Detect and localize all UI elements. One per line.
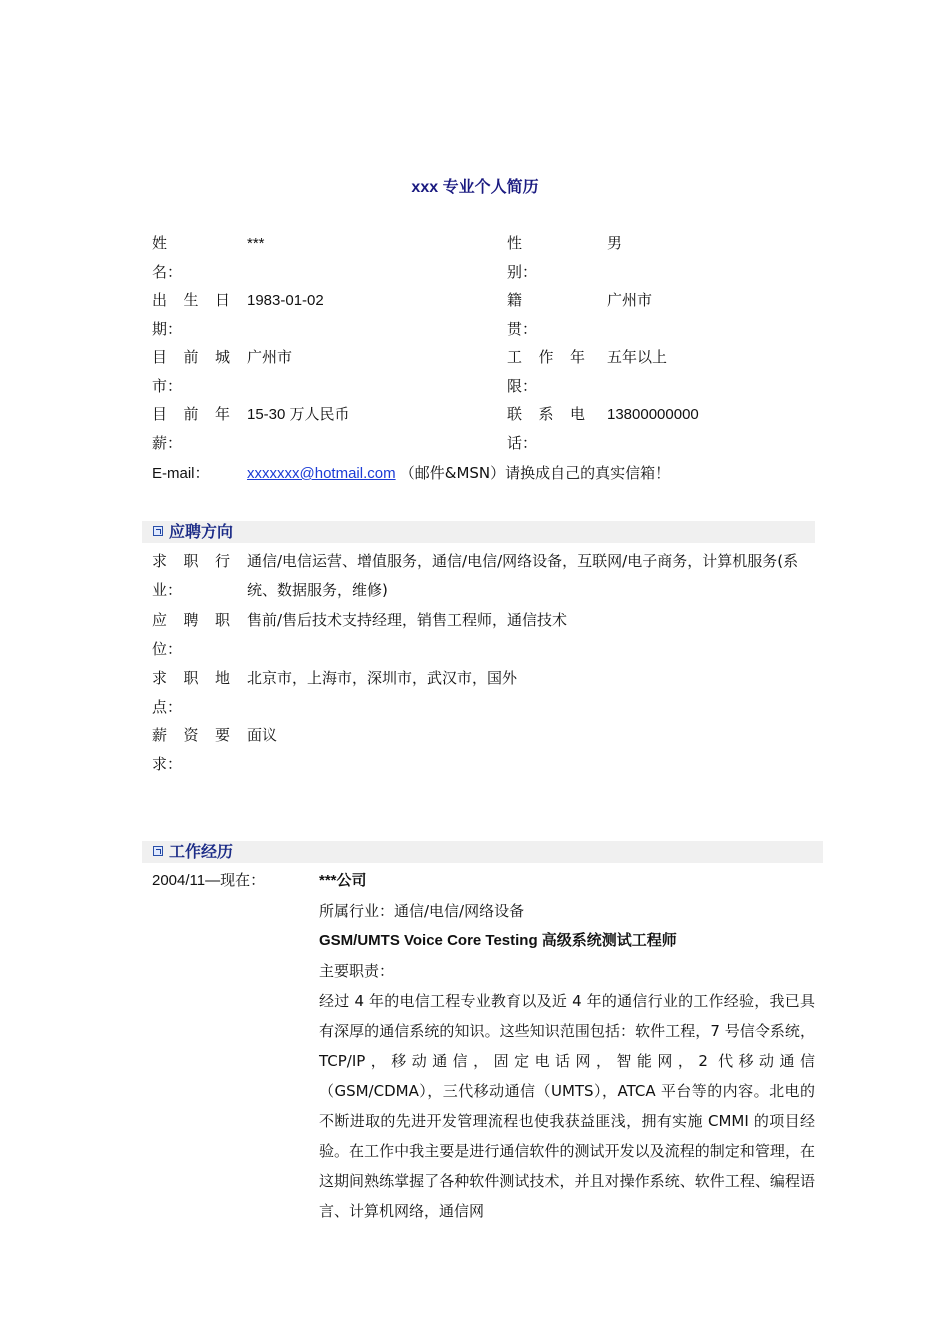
industry-label: 求 职 行 业：	[152, 552, 230, 599]
salary-req-value: 面议	[247, 726, 278, 744]
birth-value: 1983-01-02	[247, 292, 324, 309]
section-experience-title: 工作经历	[169, 842, 234, 861]
position-value: 售前/售后技术支持经理，销售工程师，通信技术	[247, 611, 568, 629]
phone-value: 13800000000	[607, 406, 699, 423]
job-duties-text: 经过 4 年的电信工程专业教育以及近 4 年的通信行业的工作经验，我已具有深厚的通信系统的知识。这些知识范围包括：软件工程，7 号信令系统，TCP/IP，移动通信，固定电话网，智能网，2 代移动通信（GSM/CDMA），三代移动通信（UMTS），ATCA 平台等的内容。北电的不断进取的先进开发管理流程也使我获益匪浅，拥有实施 CMMI 的项目经验。在工作中我主要是进行通信软件的测试开发以及流程的制定和管理，在这期间熟练掌握了各种软件测试技术，并且对操作系统、软件工程、编程语言、计算机网络，通信网	[319, 992, 815, 1220]
origin-label: 籍 贯：	[507, 291, 538, 338]
job-company: ***公司	[319, 872, 367, 889]
section-experience-header	[142, 841, 823, 863]
section-application-header	[142, 521, 815, 543]
years-label: 工 作 年 限：	[507, 348, 585, 395]
resume-title: xxx 专业个人简历	[411, 179, 539, 196]
section-application-title: 应聘方向	[169, 522, 234, 541]
email-note: （邮件&MSN）请换成自己的真实信箱！	[399, 464, 671, 482]
salary-label: 目 前 年 薪：	[152, 405, 230, 452]
small-arrow-box-icon	[153, 526, 163, 536]
origin-value: 广州市	[607, 291, 653, 309]
gender-value: 男	[607, 234, 623, 252]
salary-value: 15-30 万人民币	[247, 406, 350, 423]
salary-req-label: 薪 资 要 求：	[152, 726, 230, 773]
city-label: 目 前 城 市：	[152, 348, 230, 395]
name-value: ***	[247, 235, 265, 252]
job-period: 2004/11—现在：	[152, 872, 266, 889]
job-detail	[319, 866, 815, 1226]
email-link[interactable]: xxxxxxx@hotmail.com	[247, 465, 396, 482]
years-value: 五年以上	[607, 348, 668, 366]
small-arrow-box-icon	[153, 846, 163, 856]
job-industry: 所属行业：通信/电信/网络设备	[319, 902, 525, 920]
industry-value: 通信/电信运营、增值服务，通信/电信/网络设备，互联网/电子商务，计算机服务(系统、数据服务，维修)	[247, 552, 799, 599]
gender-label: 性 别：	[507, 234, 538, 281]
city-value: 广州市	[247, 348, 293, 366]
position-label: 应 聘 职 位：	[152, 611, 230, 658]
job-duties-label: 主要职责：	[319, 962, 395, 980]
job-title: GSM/UMTS Voice Core Testing 高级系统测试工程师	[319, 932, 677, 949]
name-label: 姓 名：	[152, 234, 183, 281]
location-value: 北京市，上海市，深圳市，武汉市，国外	[247, 669, 518, 687]
birth-label: 出 生 日 期：	[152, 291, 230, 338]
email-row	[247, 459, 670, 488]
location-label: 求 职 地 点：	[152, 669, 230, 716]
email-label: E-mail：	[152, 465, 210, 482]
phone-label: 联 系 电 话：	[507, 405, 585, 452]
